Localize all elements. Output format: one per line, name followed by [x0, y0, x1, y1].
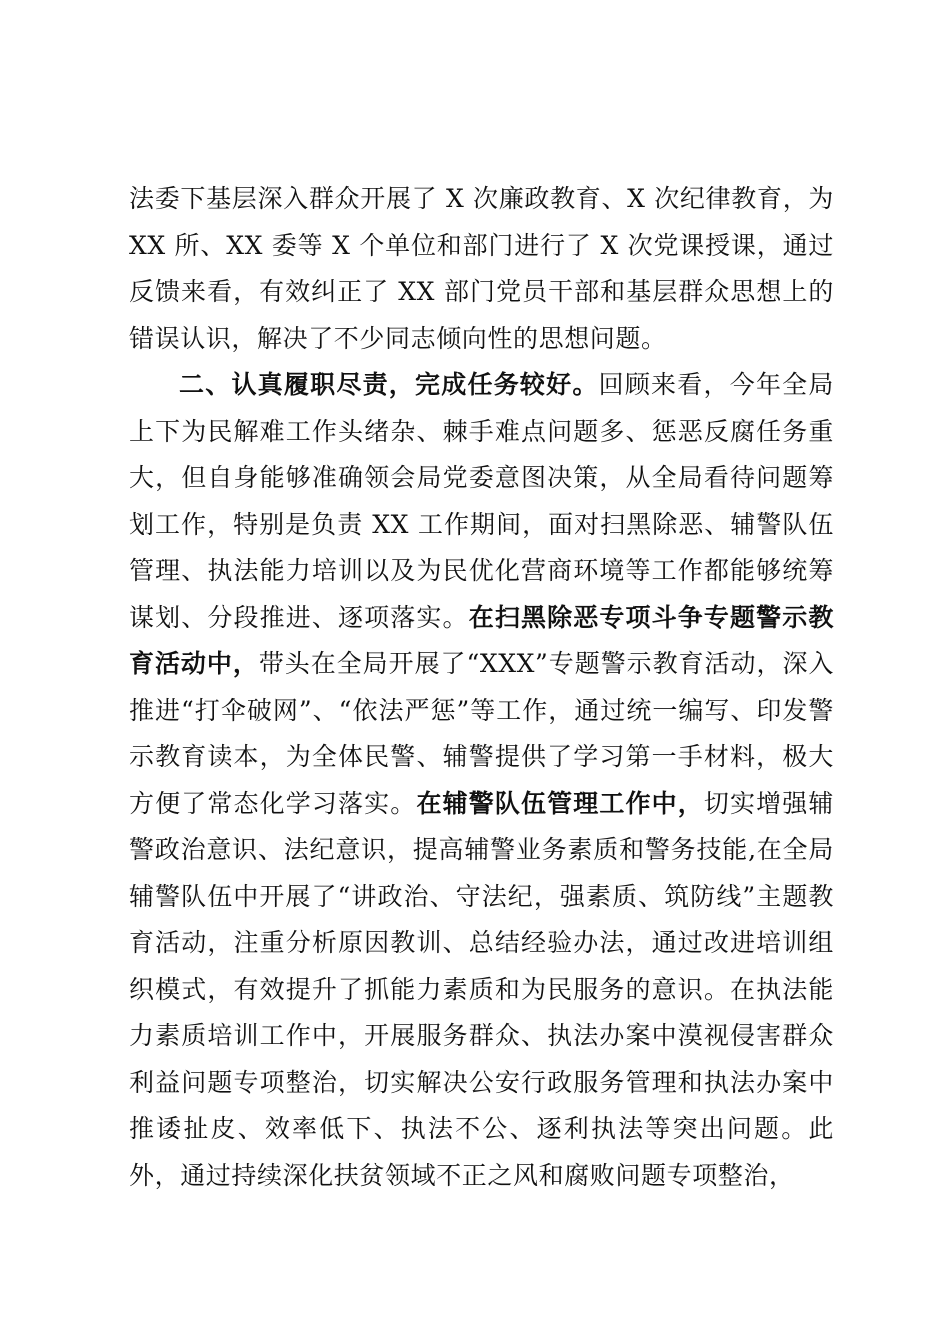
highlight-auxiliary-police: 在辅警队伍管理工作中， [416, 788, 704, 818]
paragraph-1-text: 法委下基层深入群众开展了 X 次廉政教育、X 次纪律教育，为 XX 所、XX 委等 X 个单位和部门进行了 X 次党课授课，通过反馈来看，有效纠正了 XX 部门党员干部和基层群众思想上的错误认识，解决了不少同志倾向性的思想问题。 [129, 184, 834, 353]
highlight-anti-gang: 在扫黑除恶专项斗争专题警示教育活动中， [129, 602, 834, 678]
paragraph-2 [129, 362, 834, 1199]
paragraph-1 [129, 176, 834, 362]
document-body [129, 176, 834, 1199]
paragraph-2-text-b: 带头在全局开展了“XXX”专题警示教育活动，深入推进“打伞破网”、“依法严惩”等工作，通过统一编写、印发警示教育读本，为全体民警、辅警提供了学习第一手材料，极大方便了常态化学习落实。 [129, 649, 834, 818]
paragraph-2-text-a: 回顾来看，今年全局上下为民解难工作头绪杂、棘手难点问题多、惩恶反腐任务重大，但自身能够准确领会局党委意图决策，从全局看待问题筹划工作，特别是负责 XX 工作期间，面对扫黑除恶、辅警队伍管理、执法能力培训以及为民优化营商环境等工作都能够统筹谋划、分段推进、逐项落实。 [129, 370, 834, 632]
section-heading-2: 二、认真履职尽责，完成任务较好。 [179, 370, 599, 399]
paragraph-2-text-c: 切实增强辅警政治意识、法纪意识，提高辅警业务素质和警务技能,在全局辅警队伍中开展了“讲政治、守法纪，强素质、筑防线”主题教育活动，注重分析原因教训、总结经验办法，通过改进培训组织模式，有效提升了抓能力素质和为民服务的意识。在执法能力素质培训工作中，开展服务群众、执法办案中漠视侵害群众利益问题专项整治，切实解决公安行政服务管理和执法办案中推诿扯皮、效率低下、执法不公、逐利执法等突出问题。此外，通过持续深化扶贫领域不正之风和腐败问题专项整治， [129, 788, 834, 1190]
